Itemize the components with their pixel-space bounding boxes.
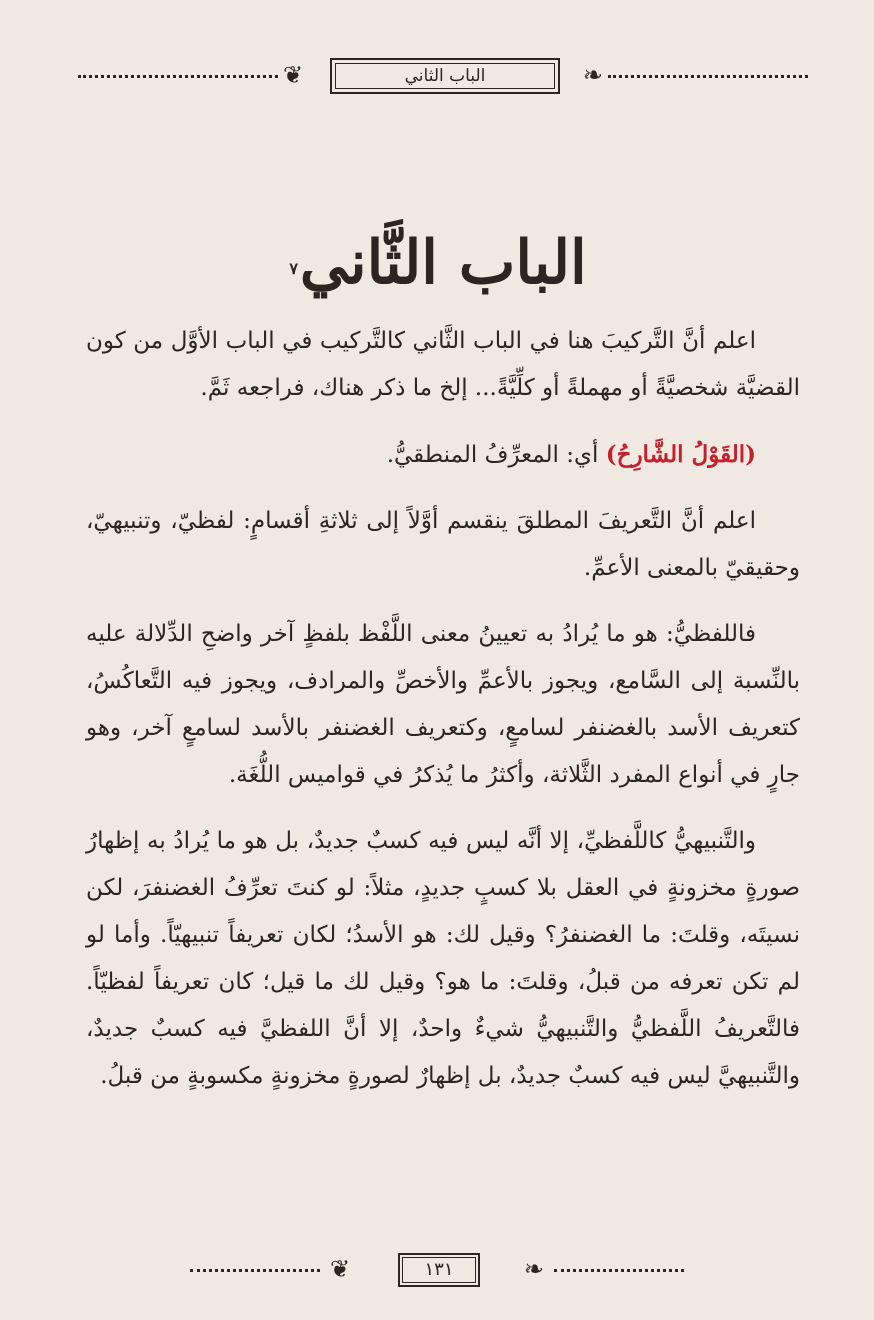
paragraph-1: اعلم أنَّ التَّركيبَ هنا في الباب الثَّاني كالتَّركيب في الباب الأوَّل من كون القضيَّة شخصيَّةً أو مهملةً أو كلِّيَّةً... إلخ ما ذكر هناك، فراجعه ثَمَّ. <box>86 328 800 401</box>
page-footer <box>190 1253 684 1287</box>
paragraph-2 <box>86 431 800 479</box>
paragraph-5: والتَّنبيهيُّ كاللَّفظيِّ، إلا أنَّه ليس فيه كسبٌ جديدٌ، بل هو ما يُرادُ به إظهارُ صورةٍ مخزونةٍ في العقل بلا كسبٍ جديدٍ، مثلاً: لو كنتَ تعرِّفُ الغضنفرَ، لكن نسيتَه، وقلتَ: ما الغضنفرُ؟ وقيل لك: هو الأسدُ؛ لكان تعريفاً تنبيهيّاً. وأما لو لم تكن تعرفه من قبلُ، وقلتَ: ما هو؟ وقيل لك ما قيل؛ كان تعريفاً لفظيّاً. فالتَّعريفُ اللَّفظيُّ والتَّنبيهيُّ شيءٌ واحدٌ، إلا أنَّ اللفظيَّ فيه كسبٌ جديدٌ، والتَّنبيهيَّ ليس فيه كسبٌ جديدٌ، بل إظهارٌ لصورةٍ مخزونةٍ مكسوبةٍ من قبلُ. <box>86 828 800 1089</box>
term-gloss: أي: المعرِّفُ المنطقيُّ. <box>386 442 606 468</box>
paragraph-3: اعلم أنَّ التَّعريفَ المطلقَ ينقسم أوَّلاً إلى ثلاثةِ أقسامٍ: لفظيّ، وتنبيهيّ، وحقيقيّ بالمعنى الأعمِّ. <box>86 508 800 581</box>
defined-term: (القَوْلُ الشَّارِحُ) <box>605 441 756 468</box>
footer-ornament-left-icon: ❦ <box>330 1255 351 1283</box>
footer-dotted-rule-right <box>554 1269 684 1272</box>
footnote-marker: ٧ <box>289 259 298 278</box>
chapter-title <box>0 218 874 308</box>
footer-ornament-right-icon: ❧ <box>523 1255 544 1283</box>
header-dotted-rule-right <box>608 75 808 78</box>
paragraph-4: فاللفظيُّ: هو ما يُرادُ به تعيينُ معنى اللَّفْظ بلفظٍ آخر واضحِ الدِّلالة عليه بالنِّسبة إلى السَّامع، ويجوز بالأعمِّ والأخصِّ والمرادف، ويجوز فيه التَّعاكُسُ، كتعريف الأسد بالغضنفر لسامعٍ، وكتعريف الغضنفر بالأسد لسامعٍ آخر، وهو جارٍ في أنواع المفرد الثَّلاثة، وأكثرُ ما يُذكرُ في قواميس اللُّغَة. <box>86 621 800 788</box>
footer-dotted-rule-left <box>190 1269 320 1272</box>
chapter-title-text: الباب الثَّاني <box>299 228 587 298</box>
header-ornament-left-icon: ❦ <box>283 61 304 89</box>
running-title: الباب الثاني <box>330 58 560 94</box>
page-body <box>86 318 800 1119</box>
header-ornament-right-icon: ❧ <box>582 61 603 89</box>
page-number: ١٣١ <box>398 1253 480 1287</box>
header-dotted-rule-left <box>78 75 278 78</box>
running-header <box>78 58 808 92</box>
